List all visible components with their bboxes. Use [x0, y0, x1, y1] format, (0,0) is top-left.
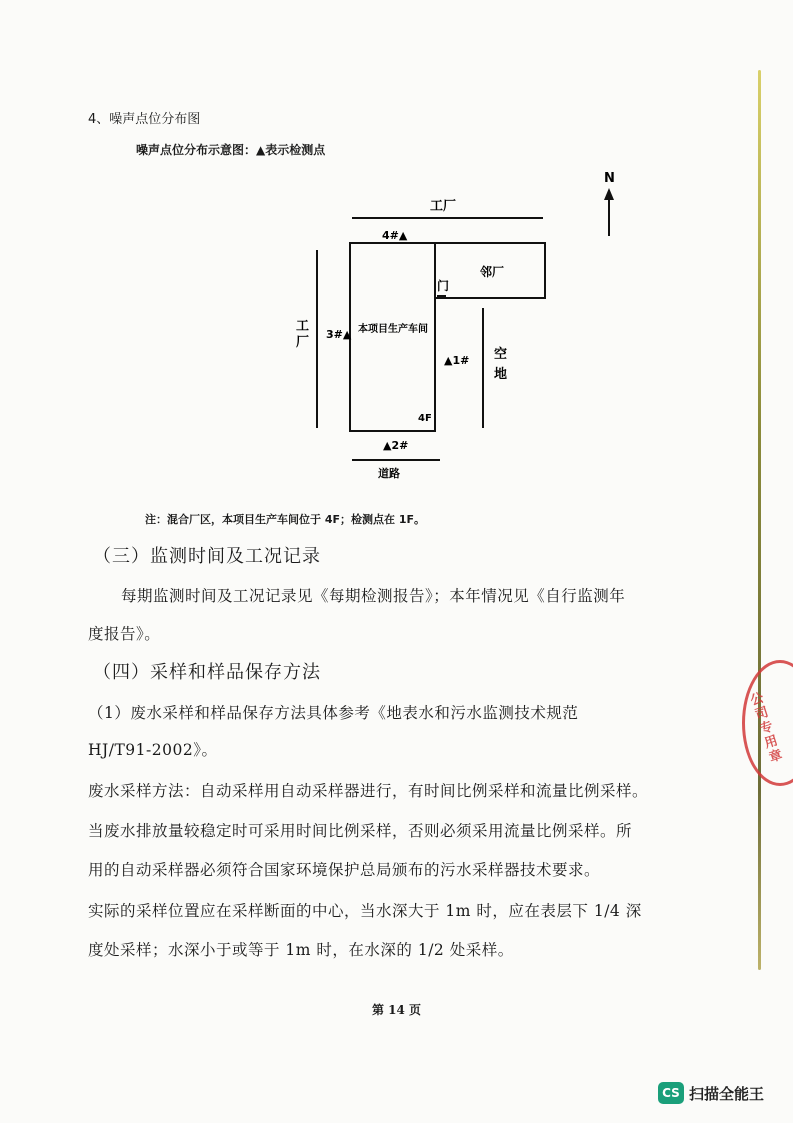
diagram-caption: 噪声点位分布示意图：▲表示检测点 — [136, 143, 326, 157]
para-4b-line-1: 废水采样方法：自动采样用自动采样器进行，有时间比例采样和流量比例采样。 — [88, 782, 649, 800]
production-workshop — [350, 243, 435, 431]
para-4c-line-1: 实际的采样位置应在采样断面的中心，当水深大于 1m 时，应在表层下 1/4 深 — [88, 902, 642, 920]
empty-land-label-1: 空 — [494, 347, 508, 362]
point-1: ▲1# — [444, 354, 470, 367]
point-4: 4#▲ — [382, 229, 408, 242]
point-2: ▲2# — [383, 439, 409, 452]
workshop-label: 本项目生产车间 — [358, 324, 428, 335]
floor-label: 4F — [418, 413, 432, 424]
page-number: 第 14 页 — [371, 1003, 422, 1017]
para-4a-line-2: HJ/T91-2002》。 — [88, 741, 218, 759]
scanner-logo-icon: CS — [658, 1082, 684, 1104]
left-factory-label-2: 厂 — [296, 335, 310, 350]
para-4b-line-2: 当废水排放量较稳定时可采用时间比例采样，否则必须采用流量比例采样。所 — [88, 822, 633, 840]
seal-text: 公司专用章 — [745, 690, 784, 767]
noise-point-diagram — [0, 0, 793, 530]
diagram-note: 注：混合厂区，本项目生产车间位于 4F；检测点在 1F。 — [145, 513, 425, 526]
scanner-watermark: 扫描全能王 — [689, 1085, 765, 1103]
point-3: 3#▲ — [326, 328, 352, 341]
company-seal — [742, 660, 793, 786]
north-label: N — [604, 171, 615, 186]
para-4b-line-3: 用的自动采样器必须符合国家环境保护总局颁布的污水采样器技术要求。 — [88, 861, 601, 879]
para-3-line-2: 度报告》。 — [88, 625, 161, 643]
para-4a-line-1: （1）废水采样和样品保存方法具体参考《地表水和污水监测技术规范 — [88, 704, 579, 722]
heading-monitoring-time: （三）监测时间及工况记录 — [93, 546, 321, 567]
north-arrow-head — [604, 188, 614, 200]
top-factory-label: 工厂 — [430, 199, 457, 214]
door-label: 门 — [437, 279, 450, 293]
neighbor-factory-label: 邻厂 — [480, 265, 505, 279]
road-label: 道路 — [378, 467, 400, 480]
section-title: 4、噪声点位分布图 — [88, 112, 201, 127]
empty-land-label-2: 地 — [494, 367, 508, 382]
heading-sampling-method: （四）采样和样品保存方法 — [93, 662, 321, 683]
para-3-line-1: 每期监测时间及工况记录见《每期检测报告》；本年情况见《自行监测年 — [121, 587, 626, 605]
para-4c-line-2: 度处采样；水深小于或等于 1m 时，在水深的 1/2 处采样。 — [88, 941, 514, 959]
left-factory-label-1: 工 — [296, 319, 310, 334]
